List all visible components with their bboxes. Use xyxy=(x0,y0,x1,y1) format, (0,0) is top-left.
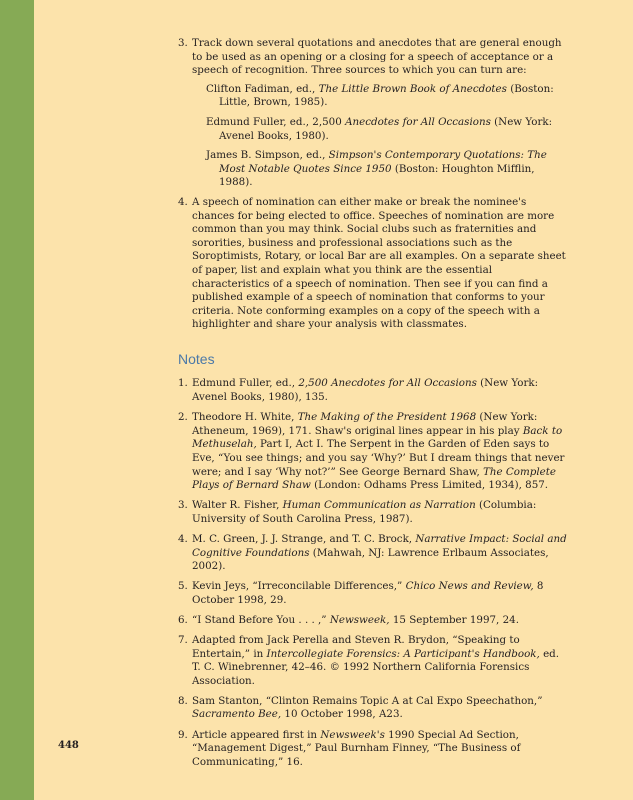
note-text: 15 September 1997, 24. xyxy=(389,613,519,626)
note-item xyxy=(178,533,570,574)
note-title: The Complete Plays of Bernard Shaw xyxy=(192,465,556,492)
source-publication: (New York: Avenel Books, 1980). xyxy=(219,115,553,142)
exercise-item-4 xyxy=(178,196,570,332)
note-item xyxy=(178,634,570,688)
note-text: Theodore H. White, xyxy=(192,411,298,424)
note-title: Narrative Impact: Social and Cognitive Foundations xyxy=(192,532,567,559)
note-item xyxy=(178,377,570,404)
note-item xyxy=(178,614,570,628)
item-number: 4. xyxy=(178,195,188,208)
note-item xyxy=(178,695,570,722)
note-number: 4. xyxy=(178,532,188,545)
note-text: ed. T. C. Winebrenner, 42–46. © 1992 Northern California Forensics Association. xyxy=(192,647,560,687)
note-text: (Columbia: University of South Carolina Press, 1987). xyxy=(192,499,537,525)
notes-heading: Notes xyxy=(178,350,215,367)
note-title: The Making of the President 1968 xyxy=(297,411,477,424)
note-text: (New York: Atheneum, 1969), 171. Shaw's original lines appear in his play xyxy=(192,411,538,437)
item-text: Track down several quotations and anecdotes that are general enough to be used as an opening or a closing for a speech of acceptance or a speech of recognition. Three sources to which you can turn are: xyxy=(192,37,562,77)
note-title: Chico News and Review, xyxy=(405,580,534,593)
source-entry xyxy=(206,149,570,190)
note-text: Adapted from Jack Perella and Steven R. Brydon, “Speaking to Entertain,” in xyxy=(192,633,520,660)
source-title: The Little Brown Book of Anecdotes xyxy=(318,82,507,95)
note-number: 9. xyxy=(178,728,188,741)
item-number: 3. xyxy=(178,37,188,49)
note-title: Newsweek, xyxy=(329,613,390,626)
note-title: 2,500 Anecdotes for All Occasions xyxy=(298,377,477,390)
note-text: M. C. Green, J. J. Strange, and T. C. Brock, xyxy=(192,532,416,545)
note-text: Sam Stanton, “Clinton Remains Topic A at Cal Expo Speechathon,” xyxy=(192,694,543,707)
note-number: 5. xyxy=(178,580,188,593)
source-entry xyxy=(206,116,570,143)
source-publication: (Boston: Little, Brown, 1985). xyxy=(219,82,554,109)
note-number: 8. xyxy=(178,694,188,707)
item-text: A speech of nomination can either make or break the nominee's chances for being elected to office. Speeches of nomination are more common than you may think. Social clubs such as fraternities and sororities, business and professional associations such as the Soroptimists, Rotary, or local Bar are all examples. On a separate sheet of paper, list and explain what you think are the essential characteristics of a speech of nomination. Then see if you can find a published example of a speech of nomination that conforms to your criteria. Note conforming examples on a copy of the speech with a highlighter and share your analysis with classmates. xyxy=(192,195,566,331)
note-text: (Mahwah, NJ: Lawrence Erlbaum Associates, 2002). xyxy=(192,546,549,573)
note-number: 7. xyxy=(178,633,188,646)
source-author: James B. Simpson, ed., xyxy=(206,149,329,162)
exercise-item-3 xyxy=(178,37,570,190)
note-text: 10 October 1998, A23. xyxy=(281,708,403,721)
note-text: “I Stand Before You . . . ,” xyxy=(192,613,330,626)
note-text: (New York: Avenel Books, 1980), 135. xyxy=(192,377,539,404)
note-title: Intercollegiate Forensics: A Participant's Handbook, xyxy=(266,647,540,660)
note-number: 3. xyxy=(178,499,188,512)
note-text: 1990 Special Ad Section, “Management Digest,” Paul Burnham Finney, “The Business of Communicating,” 16. xyxy=(192,728,521,768)
note-text: Kevin Jeys, “Irreconcilable Differences,” xyxy=(192,580,406,593)
source-title: Simpson's Contemporary Quotations: The Most Notable Quotes Since 1950 xyxy=(219,149,547,175)
note-text: Edmund Fuller, ed., xyxy=(192,377,299,390)
page-content xyxy=(178,37,570,776)
note-title: Newsweek's xyxy=(320,728,385,741)
note-title: Sacramento Bee, xyxy=(192,708,282,721)
note-number: 6. xyxy=(178,613,188,626)
note-number: 1. xyxy=(178,377,188,390)
note-item xyxy=(178,499,570,526)
note-title: Back to Methuselah, xyxy=(192,424,563,451)
source-publication: (Boston: Houghton Mifflin, 1988). xyxy=(219,162,535,189)
note-text: Part I, Act I. The Serpent in the Garden of Eden says to Eve, “You see things; and you say ‘Why?’ But I dream things that never were; and I say ‘Why not?’” See George Bernard Shaw, xyxy=(192,438,565,478)
source-author: Clifton Fadiman, ed., xyxy=(206,82,319,95)
page-number: 448 xyxy=(58,740,79,751)
note-text: 8 October 1998, 29. xyxy=(192,580,544,606)
source-author: Edmund Fuller, ed., 2,500 xyxy=(206,115,346,128)
source-list xyxy=(206,83,570,190)
note-item xyxy=(178,411,570,493)
page-edge-band xyxy=(0,0,34,800)
note-text: (London: Odhams Press Limited, 1934), 857. xyxy=(310,479,549,492)
note-item xyxy=(178,729,570,770)
note-title: Human Communication as Narration xyxy=(282,499,476,512)
note-number: 2. xyxy=(178,411,188,424)
source-entry xyxy=(206,83,570,110)
note-text: Walter R. Fisher, xyxy=(192,499,283,512)
note-item xyxy=(178,580,570,607)
note-text: Article appeared first in xyxy=(192,728,321,741)
source-title: Anecdotes for All Occasions xyxy=(345,115,491,128)
